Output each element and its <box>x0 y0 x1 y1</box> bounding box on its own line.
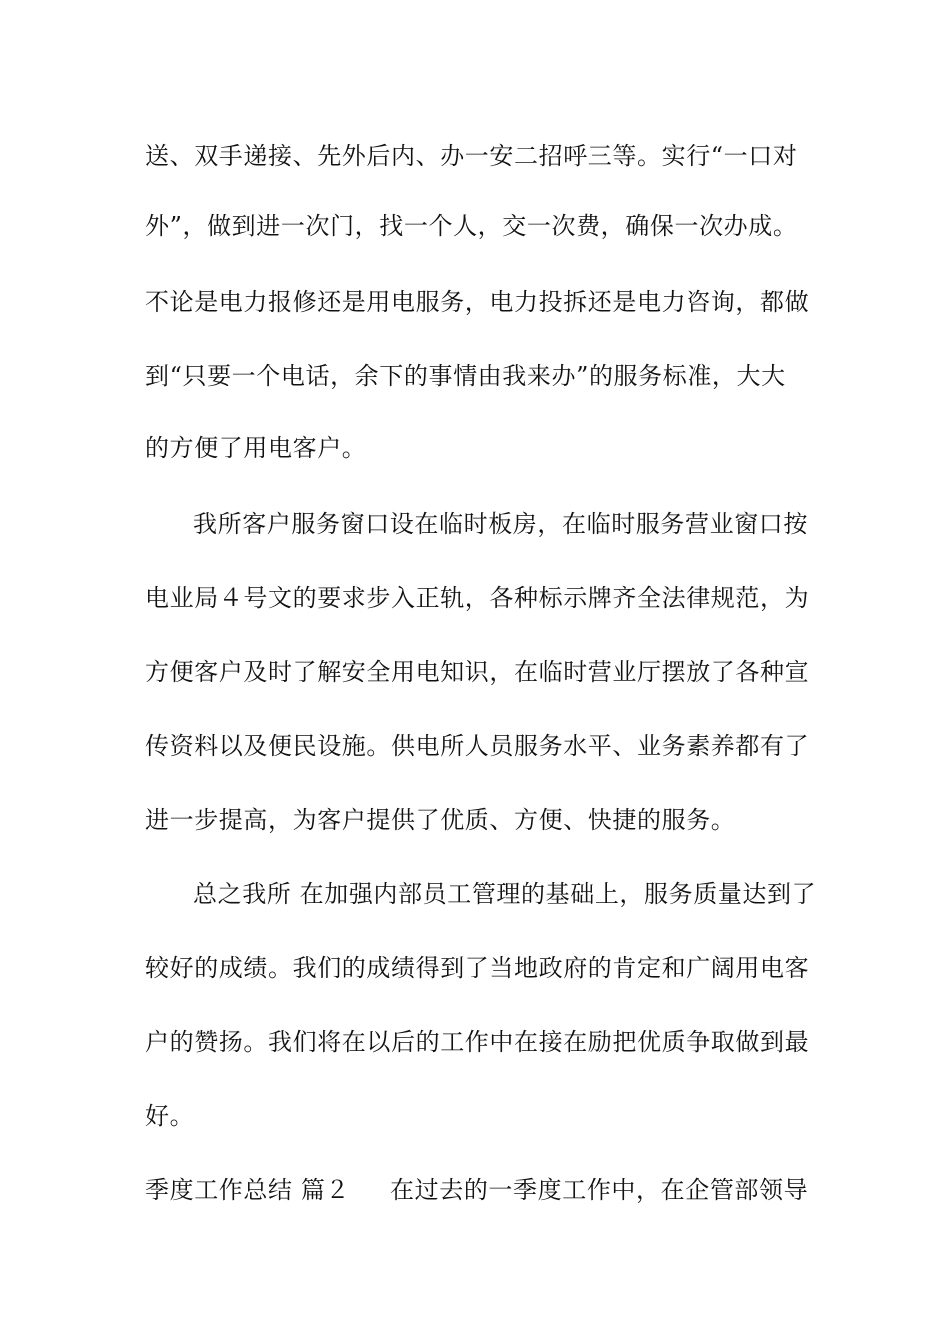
paragraph-line: 较好的成绩。我们的成绩得到了当地政府的肯定和广阔用电客 <box>145 954 810 982</box>
paragraph-line: 的方便了用电客户。 <box>145 434 367 462</box>
section-line <box>145 1170 815 1210</box>
paragraph-line: 我所客户服务窗口设在临时板房，在临时服务营业窗口按 <box>193 510 808 538</box>
paragraph-line: 方便客户及时了解安全用电知识，在临时营业厅摆放了各种宣 <box>145 658 810 686</box>
paragraph-line: 户的赞扬。我们将在以后的工作中在接在励把优质争取做到最 <box>145 1028 810 1056</box>
paragraph-line: 好。 <box>145 1102 195 1130</box>
paragraph-line: 电业局４号文的要求步入正轨，各种标示牌齐全法律规范，为 <box>145 584 810 612</box>
paragraph-line: 传资料以及便民设施。供电所人员服务水平、业务素养都有了 <box>145 732 810 760</box>
paragraph-line: 送、双手递接、先外后内、办一安二招呼三等。实行“一口对 <box>145 142 798 170</box>
section-heading: 季度工作总结 篇２ <box>145 1176 351 1204</box>
paragraph-line: 外”，做到进一次门，找一个人，交一次费，确保一次办成。 <box>145 212 798 240</box>
paragraph-line: 总之我所 在加强内部员工管理的基础上，服务质量达到了 <box>193 880 817 908</box>
paragraph-line: 进一步提高，为客户提供了优质、方便、快捷的服务。 <box>145 806 736 834</box>
paragraph-line: 不论是电力报修还是用电服务，电力投拆还是电力咨询，都做 <box>145 288 810 316</box>
paragraph-line: 到“只要一个电话，余下的事情由我来办”的服务标准，大大 <box>145 362 786 390</box>
section-first-line: 在过去的一季度工作中，在企管部领导 <box>390 1176 809 1204</box>
